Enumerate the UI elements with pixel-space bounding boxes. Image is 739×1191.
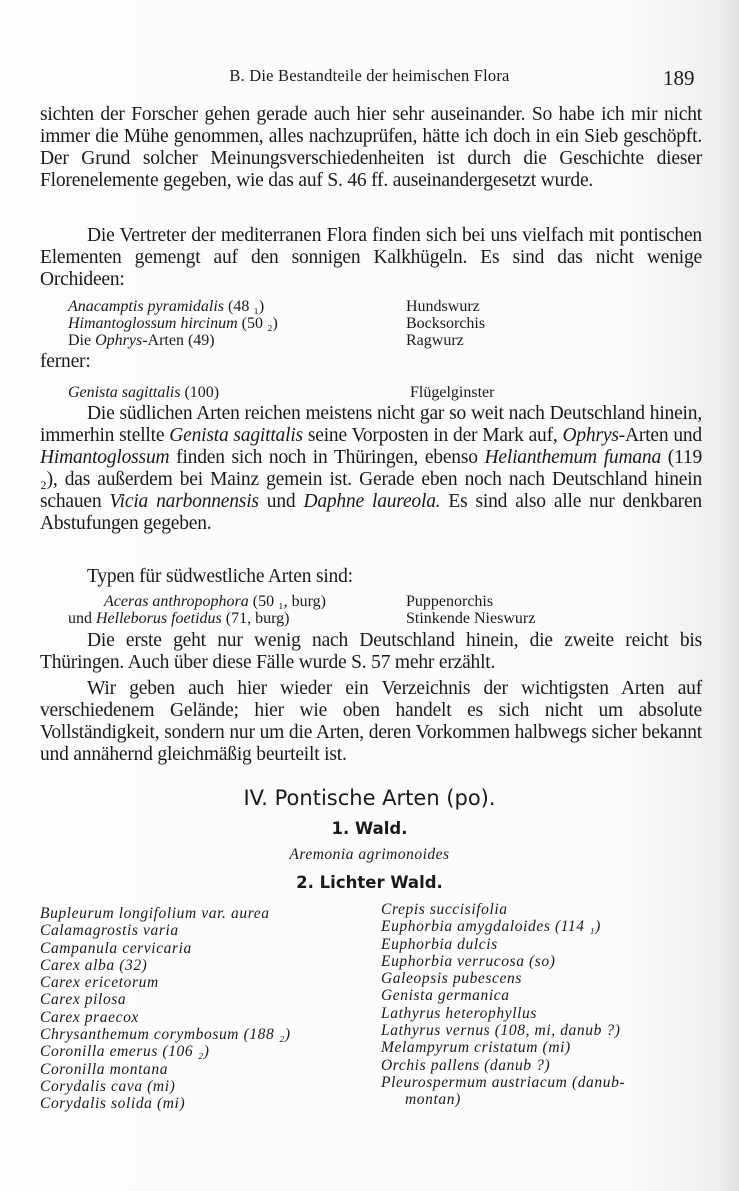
text-run: Die südlichen Arten reichen meistens nicht gar so weit nach Deutschland hinein, immerhin stellte xyxy=(40,403,702,446)
species-item: Genista germanica xyxy=(381,987,510,1005)
section-title: IV. Pontische Arten (po). xyxy=(243,786,496,810)
running-header: B. Die Bestandteile der heimischen Flora xyxy=(229,66,510,85)
species-list-right xyxy=(381,901,625,1109)
species-item: Euphorbia amygdaloides (114 ₁) xyxy=(381,918,601,936)
species-list-left xyxy=(40,905,291,1113)
text-run: Es sind also alle nur denkbaren Abstufungen gegeben. xyxy=(40,491,702,534)
species-item: Corydalis solida (mi) xyxy=(40,1095,186,1113)
species-item: Bupleurum longifolium var. aurea xyxy=(40,905,270,922)
common-name: Puppenorchis xyxy=(406,593,494,610)
text-run: und xyxy=(258,491,304,512)
species-item: Coronilla emerus (106 ₂) xyxy=(40,1043,210,1061)
text-run: Die erste geht nur wenig nach Deutschland hinein, die zweite reicht bis Thüringen. Auch über diese Fälle wurde S. 57 mehr erzählt. xyxy=(40,630,702,673)
species-name: Genista sagittalis xyxy=(169,425,303,446)
species-item: Campanula cervicaria xyxy=(40,939,192,957)
species-item: Carex alba (32) xyxy=(40,956,148,974)
paragraph xyxy=(40,566,702,588)
species-item: Galeopsis pubescens xyxy=(381,970,522,988)
species-item: Carex pilosa xyxy=(40,991,127,1009)
species-item: montan) xyxy=(405,1091,461,1109)
common-name: Hundswurz xyxy=(406,298,480,315)
ferner-label: ferner: xyxy=(40,351,91,372)
list-item: Genista sagittalis (100) xyxy=(68,384,220,401)
species-item: Orchis pallens (danub ?) xyxy=(381,1056,551,1074)
species-name: Aremonia agrimonoides xyxy=(289,846,450,863)
common-name: Flügelginster xyxy=(410,384,495,401)
species-item: Carex ericetorum xyxy=(40,974,159,992)
list-item: und Helleborus foetidus (71, burg) xyxy=(68,610,290,627)
common-name: Ragwurz xyxy=(406,332,464,349)
text-run: finden sich noch in Thüringen, ebenso xyxy=(169,447,485,468)
list-item: Aceras anthropophora (50 ₁, burg) xyxy=(104,593,327,610)
species-item: Corydalis cava (mi) xyxy=(40,1077,176,1095)
text-run: (119 ₂), das außerdem bei Mainz gemein ist. Gerade eben noch nach Deutschland hinein schauen xyxy=(40,447,702,512)
species-item: Coronilla montana xyxy=(40,1060,169,1078)
species-item: Pleurospermum austriacum (danub- xyxy=(381,1073,626,1091)
species-item: Calamagrostis varia xyxy=(40,922,179,940)
text-run: seine Vorposten in der Mark auf, xyxy=(302,425,563,446)
text-run: -Arten und xyxy=(618,425,702,446)
paragraph xyxy=(40,403,702,535)
species-item: Crepis succisifolia xyxy=(381,901,508,918)
list-item: Himantoglossum hircinum (50 ₂) xyxy=(68,315,278,332)
species-name: Ophrys xyxy=(562,425,619,446)
species-item: Euphorbia dulcis xyxy=(381,935,498,953)
subsection-title: 2. Lichter Wald. xyxy=(296,873,443,892)
paragraph xyxy=(40,225,702,291)
paragraph xyxy=(40,678,702,766)
text-run: sichten der Forscher gehen gerade auch hier sehr auseinander. So habe ich mir nicht immer die Mühe genommen, alles nachzuprüfen, hätte ich doch in ein Sieb geschöpft. Der Grund solcher Meinungsverschiedenheiten ist durch die Geschichte dieser Florenelemente gegeben, wie das auf S. 46 ff. auseinandergesetzt wurde. xyxy=(40,104,702,191)
paragraph xyxy=(40,630,702,674)
text-run: Typen für südwestliche Arten sind: xyxy=(87,566,353,587)
species-item: Carex praecox xyxy=(40,1008,139,1026)
common-name: Stinkende Nieswurz xyxy=(406,610,536,627)
species-item: Melampyrum cristatum (mi) xyxy=(381,1039,571,1057)
species-item: Chrysanthemum corymbosum (188 ₂) xyxy=(40,1026,291,1044)
paragraph xyxy=(40,104,702,192)
species-item: Euphorbia verrucosa (so) xyxy=(381,952,556,970)
species-item: Lathyrus vernus (108, mi, danub ?) xyxy=(381,1022,621,1040)
text-run: Wir geben auch hier wieder ein Verzeichnis der wichtigsten Arten auf verschiedenem Gelände; hier wie oben handelt es sich nicht um absolute Vollständigkeit, sondern nur um die Arten, deren Vorkommen halbwegs sicher bekannt und annähernd gleichmäßig beurteilt ist. xyxy=(40,678,702,765)
list-item: Die Ophrys-Arten (49) xyxy=(68,332,215,349)
page-number: 189 xyxy=(663,66,695,90)
species-item: Lathyrus heterophyllus xyxy=(381,1004,537,1022)
subsection-title: 1. Wald. xyxy=(331,819,408,838)
species-name: Daphne laureola. xyxy=(303,491,441,512)
species-name: Vicia narbonnensis xyxy=(109,491,259,512)
text-run: Die Vertreter der mediterranen Flora finden sich bei uns vielfach mit pontischen Elementen gemengt auf den sonnigen Kalkhügeln. Es sind das nicht wenige Orchideen: xyxy=(40,225,702,290)
list-item: Anacamptis pyramidalis (48 ₁) xyxy=(68,298,265,315)
species-name: Helianthemum fumana xyxy=(484,447,662,468)
species-name: Himantoglossum xyxy=(40,447,170,468)
common-name: Bocksorchis xyxy=(406,315,486,332)
